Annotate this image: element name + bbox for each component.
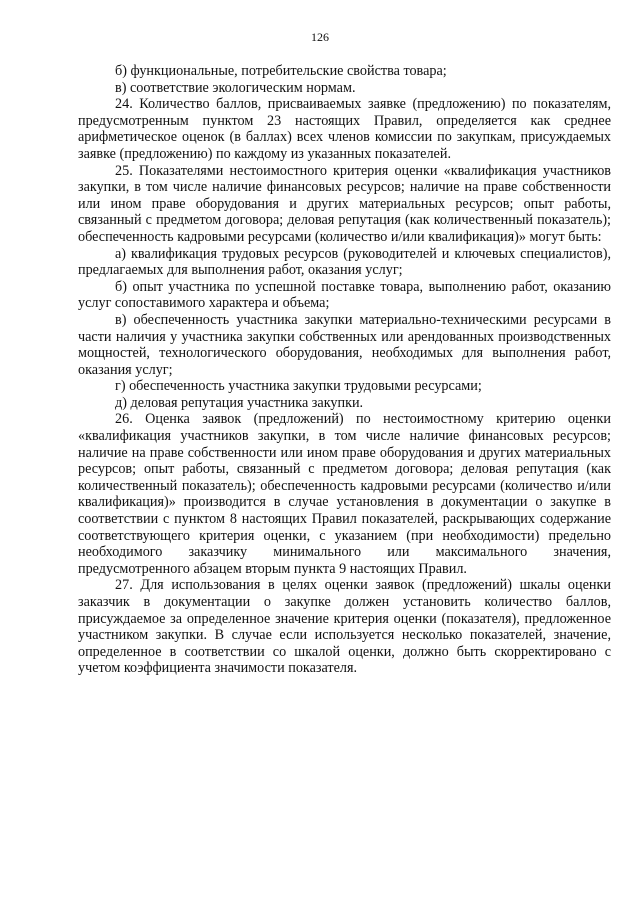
paragraph-25-b: б) опыт участника по успешной поставке товара, выполнению работ, оказанию услуг сопоставимого характера и объема; xyxy=(78,278,611,312)
page-number: 126 xyxy=(311,30,329,44)
paragraph-26: 26. Оценка заявок (предложений) по нестоимостному критерию оценки «квалификация участников закупки, в том числе наличие финансовых ресурсов; наличие на праве собственности или ином праве оборудования и других материальных ресурсов; опыт работы, связанный с предметом договора; деловая репутация (как количественный показатель); обеспеченность кадровыми ресурсами (количество и/или квалификация)» производится в случае установления в документации о закупке в соответствии с пунктом 8 настоящих Правил показателей, раскрывающих содержание соответствующего критерия оценки, с указанием (при необходимости) предельно необходимого заказчику минимального или максимального значения, предусмотренного абзацем вторым пункта 9 настоящих Правил. xyxy=(78,411,611,577)
paragraph-25-v: в) обеспеченность участника закупки материально-техническими ресурсами в части наличия у участника закупки собственных или арендованных производственных мощностей, технологического оборудования, необходимых для выполнения работ, оказания услуг; xyxy=(78,311,611,378)
paragraph-25-d: д) деловая репутация участника закупки. xyxy=(115,394,364,411)
paragraph-25: 25. Показателями нестоимостного критерия оценки «квалификация участников закупки, в том числе наличие финансовых ресурсов; наличие на праве собственности или ином праве оборудования и других материальных ресурсов; опыт работы, связанный с предметом договора; деловая репутация (как количественный показатель); обеспеченность кадровыми ресурсами (количество и/или квалификация)» могут быть: xyxy=(78,162,611,245)
paragraph-24: 24. Количество баллов, присваиваемых заявке (предложению) по показателям, предусмотренным пунктом 23 настоящих Правил, определяется как среднее арифметическое оценок (в баллах) всех членов комиссии по закупкам, присуждаемых заявке (предложению) по каждому из указанных показателей. xyxy=(78,96,611,162)
paragraph-v-ecology: в) соответствие экологическим нормам. xyxy=(115,79,356,96)
paragraph-25-a: а) квалификация трудовых ресурсов (руководителей и ключевых специалистов), предлагаемых для выполнения работ, оказания услуг; xyxy=(78,245,611,279)
paragraph-b-functional: б) функциональные, потребительские свойства товара; xyxy=(115,63,447,79)
paragraph-25-g: г) обеспеченность участника закупки трудовыми ресурсами; xyxy=(115,378,482,395)
paragraph-27: 27. Для использования в целях оценки заявок (предложений) шкалы оценки заказчик в документации о закупке должен установить количество баллов, присуждаемое за определенное значение критерия оценки (показателя), предложенное участником закупки. В случае если используется несколько показателей, значение, определенное в соответствии со шкалой оценки, должно быть скорректировано с учетом коэффициента значимости показателя. xyxy=(78,577,611,677)
document-body xyxy=(78,63,611,677)
